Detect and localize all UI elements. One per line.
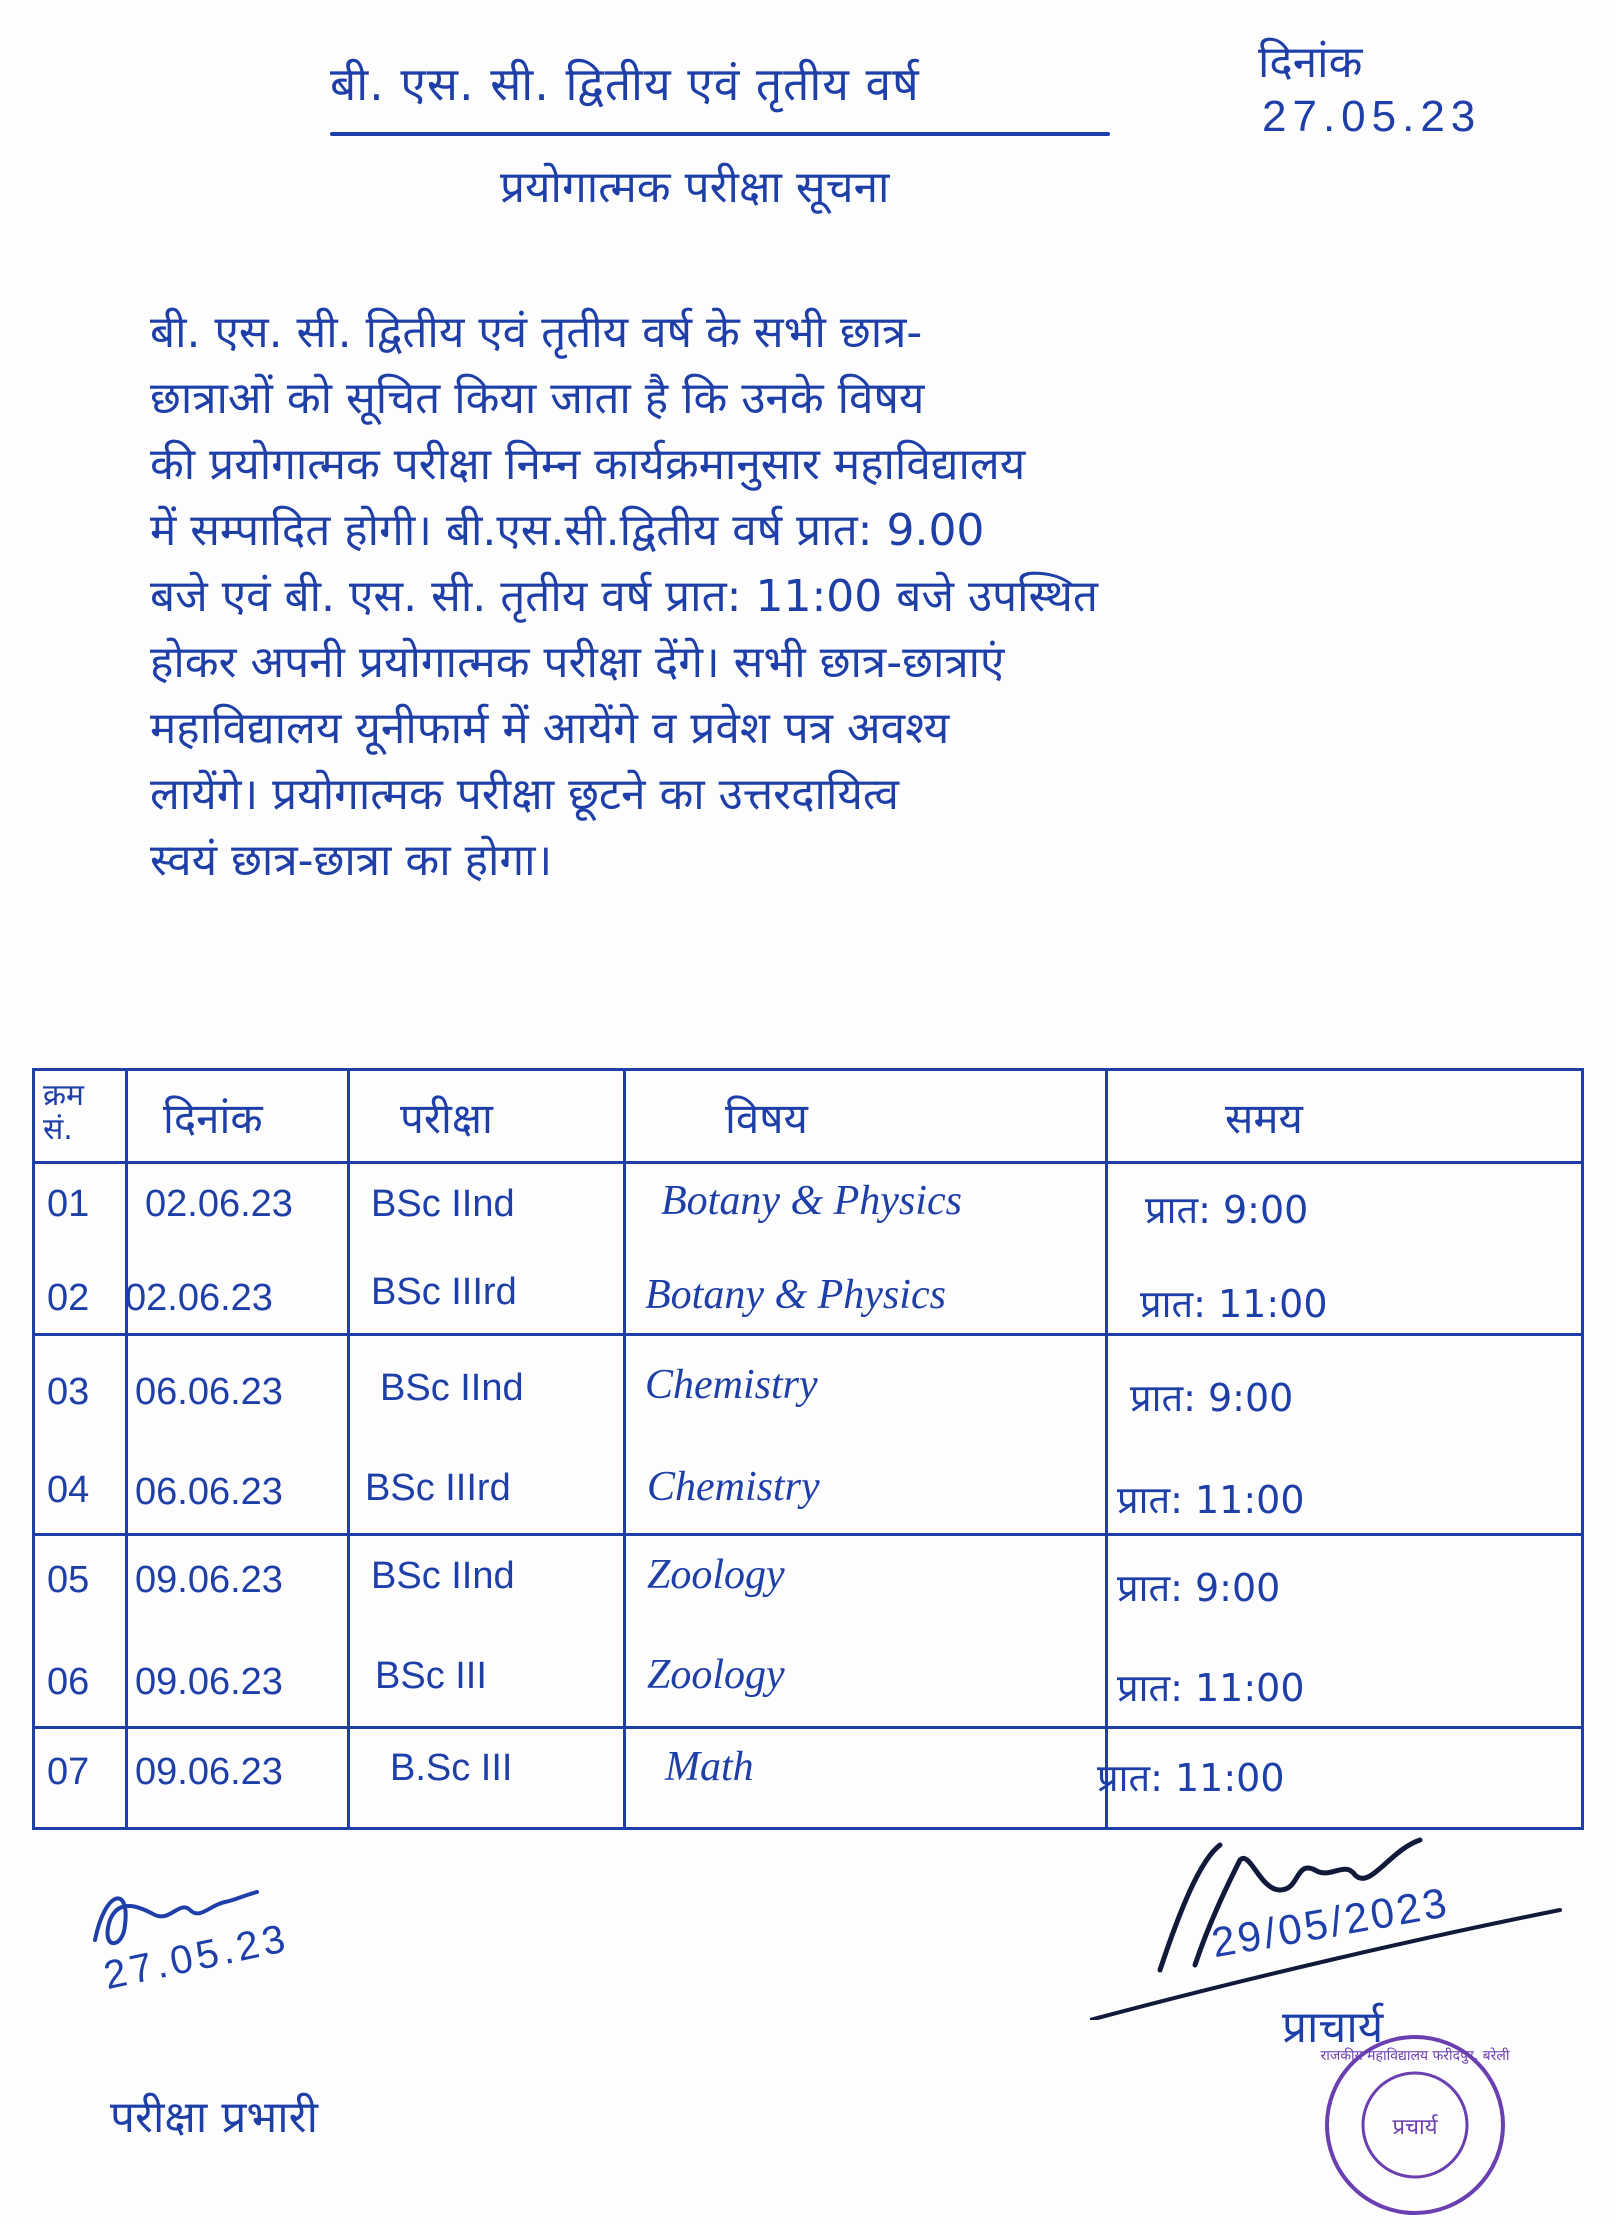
row-serial: 04	[47, 1469, 90, 1511]
body-line: लायेंगे। प्रयोगात्मक परीक्षा छूटने का उत्तरदायित्व	[150, 769, 899, 820]
row-date: 06.06.23	[135, 1371, 283, 1413]
row-time: प्रात: 11:00	[1117, 1478, 1305, 1522]
college-seal	[1320, 2030, 1510, 2220]
row-exam: BSc IIIrd	[371, 1271, 517, 1313]
row-date: 09.06.23	[135, 1751, 283, 1793]
body-line: छात्राओं को सूचित किया जाता है कि उनके विषय	[150, 373, 925, 424]
body-line: की प्रयोगात्मक परीक्षा निम्न कार्यक्रमानुसार महाविद्यालय	[150, 439, 1026, 490]
row-exam: BSc IInd	[371, 1555, 515, 1597]
body-line: महाविद्यालय यूनीफार्म में आयेंगे व प्रवेश पत्र अवश्य	[150, 703, 950, 754]
row-rule	[35, 1726, 1581, 1729]
header-time: समय	[1225, 1094, 1303, 1143]
date-label: दिनांक	[1258, 37, 1363, 88]
row-date: 09.06.23	[135, 1661, 283, 1703]
body-line: स्वयं छात्र-छात्रा का होगा।	[150, 835, 553, 886]
notice-title: बी. एस. सी. द्वितीय एवं तृतीय वर्ष	[330, 57, 920, 111]
header-exam: परीक्षा	[400, 1094, 493, 1143]
row-exam: BSc IIIrd	[365, 1467, 511, 1509]
row-subject: Botany & Physics	[645, 1272, 946, 1318]
row-exam: B.Sc III	[390, 1747, 513, 1789]
header-date: दिनांक	[163, 1094, 263, 1143]
exam-schedule-table	[32, 1068, 1584, 1830]
row-subject: Zoology	[647, 1652, 785, 1698]
row-subject: Math	[665, 1744, 754, 1790]
row-date: 02.06.23	[125, 1277, 273, 1319]
seal-center-text: प्रचार्य	[1392, 2115, 1438, 2140]
column-divider	[125, 1071, 128, 1827]
row-serial: 05	[47, 1559, 90, 1601]
title-underline	[330, 132, 1110, 136]
row-date: 09.06.23	[135, 1559, 283, 1601]
row-time: प्रात: 11:00	[1140, 1282, 1328, 1326]
row-time: प्रात: 9:00	[1145, 1188, 1309, 1232]
notice-body	[150, 300, 1550, 894]
principal-signature-date: 29/05/2023	[1208, 1878, 1453, 1967]
notice-subtitle: प्रयोगात्मक परीक्षा सूचना	[500, 162, 890, 213]
row-exam: BSc III	[375, 1655, 487, 1697]
header-rule	[35, 1161, 1581, 1164]
examiner-title: परीक्षा प्रभारी	[110, 2092, 319, 2143]
row-serial: 03	[47, 1371, 90, 1413]
row-time: प्रात: 11:00	[1097, 1756, 1285, 1800]
body-line: होकर अपनी प्रयोगात्मक परीक्षा देंगे। सभी छात्र-छात्राएं	[150, 637, 1005, 688]
row-exam: BSc IInd	[380, 1367, 524, 1409]
row-time: प्रात: 9:00	[1130, 1376, 1294, 1420]
row-subject: Chemistry	[645, 1362, 818, 1408]
row-serial: 06	[47, 1661, 90, 1703]
row-rule	[35, 1333, 1581, 1336]
row-subject: Zoology	[647, 1552, 785, 1598]
body-line: बी. एस. सी. द्वितीय एवं तृतीय वर्ष के सभी छात्र-	[150, 307, 923, 358]
column-divider	[623, 1071, 626, 1827]
date-value: 27.05.23	[1262, 92, 1482, 141]
row-subject: Botany & Physics	[661, 1178, 962, 1224]
row-subject: Chemistry	[647, 1464, 820, 1510]
row-date: 06.06.23	[135, 1471, 283, 1513]
seal-outer-text: राजकीय महाविद्यालय फरीदपुर, बरेली	[1320, 2048, 1510, 2064]
column-divider	[1105, 1071, 1108, 1827]
row-rule	[35, 1533, 1581, 1536]
row-date: 02.06.23	[145, 1183, 293, 1225]
row-time: प्रात: 9:00	[1117, 1566, 1281, 1610]
header-subject: विषय	[725, 1094, 808, 1143]
principal-title: प्राचार्य	[1282, 2002, 1384, 2053]
row-serial: 07	[47, 1751, 90, 1793]
row-serial: 01	[47, 1183, 90, 1225]
row-serial: 02	[47, 1277, 90, 1319]
row-exam: BSc IInd	[371, 1183, 515, 1225]
body-line: बजे एवं बी. एस. सी. तृतीय वर्ष प्रात: 11:00 बजे उपस्थित	[150, 571, 1098, 622]
examiner-signature-date: 27.05.23	[100, 1915, 293, 1999]
row-time: प्रात: 11:00	[1117, 1666, 1305, 1710]
column-divider	[347, 1071, 350, 1827]
body-line: में सम्पादित होगी। बी.एस.सी.द्वितीय वर्ष प्रात: 9.00	[150, 505, 985, 556]
header-serial: क्रम सं.	[43, 1078, 84, 1147]
